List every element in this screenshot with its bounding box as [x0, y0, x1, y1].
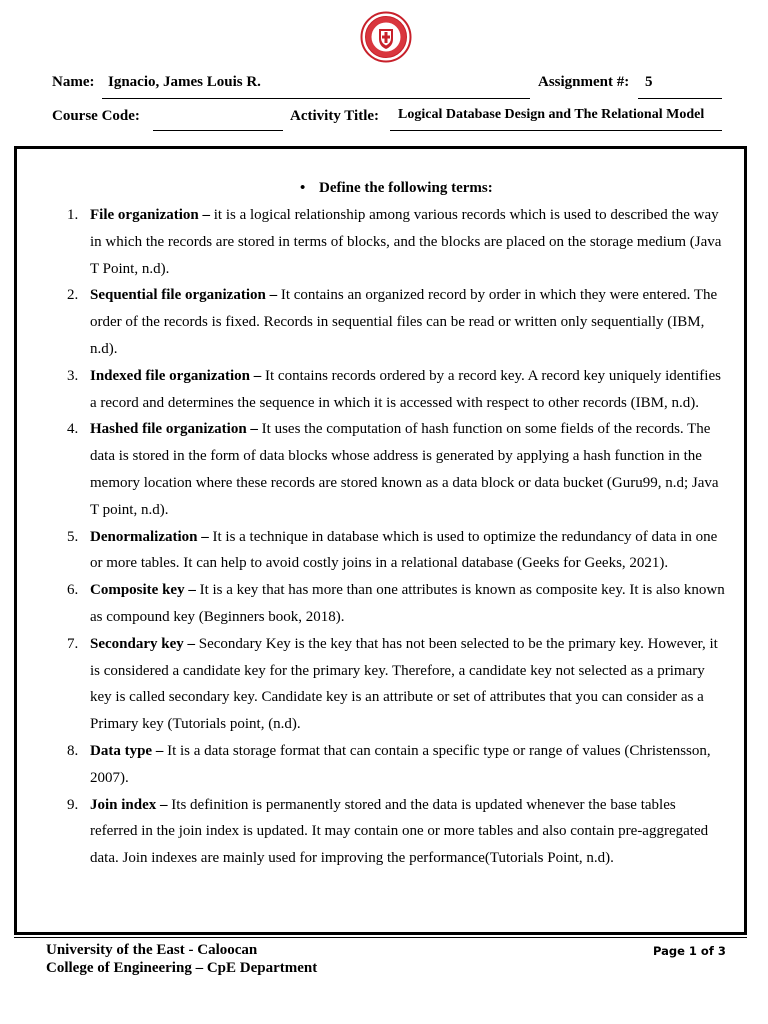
term-definition: It contains an organized record by order in which they were entered. The order of the records is fixed. Records in sequential files can be read or written only sequentially (IBM, n.d). [90, 287, 718, 357]
footer-university: University of the East - Caloocan [46, 942, 258, 958]
course-code-underline [153, 130, 283, 131]
term-name: Indexed file organization – [90, 367, 262, 384]
term-name: Data type – [90, 742, 164, 759]
name-underline [102, 98, 530, 99]
term-name: Hashed file organization – [90, 421, 258, 438]
footer-divider [14, 937, 747, 938]
item-number: 9. [67, 796, 79, 813]
item-number: 3. [67, 367, 79, 384]
list-item [62, 416, 726, 523]
term-definition: It is a data storage format that can contain a specific type or range of values (Christensson, 2007). [90, 742, 711, 786]
item-number: 5. [67, 528, 79, 545]
list-item [62, 792, 726, 872]
term-definition: It contains records ordered by a record key. A record key uniquely identifies a record and determines the sequence in which it is accessed with respect to other records (IBM, n.d). [90, 367, 721, 411]
terms-list [62, 202, 726, 872]
page-number: Page 1 of 3 [653, 944, 726, 958]
item-number: 8. [67, 742, 79, 759]
list-item [62, 738, 726, 792]
term-definition: Secondary Key is the key that has not been selected to be the primary key. However, it is considered a candidate key for the primary key. Therefore, a candidate key not selected as a primary key is called secondary key. Candidate key is an attribute or set of attributes that you can consider as a Primary key (Tutorials point, (n.d). [90, 635, 718, 733]
list-item [62, 363, 726, 417]
list-item [62, 631, 726, 738]
item-number: 4. [67, 421, 79, 438]
activity-title-value: Logical Database Design and The Relational Model [398, 107, 705, 122]
university-seal-logo [360, 11, 412, 63]
list-item [62, 202, 726, 282]
list-item [62, 524, 726, 578]
term-name: Secondary key – [90, 635, 195, 652]
course-code-label: Course Code: [52, 108, 140, 124]
assignment-underline [638, 98, 722, 99]
item-number: 2. [67, 287, 79, 304]
term-name: Sequential file organization – [90, 287, 278, 304]
assignment-number: 5 [645, 74, 653, 90]
term-definition: It uses the computation of hash function on some fields of the records. The data is stored in the form of data blocks whose address is generated by applying a hash function in the memory location where these records are stored known as a data block or data bucket (Guru99, n.d; Java T point, n.d). [90, 421, 719, 518]
section-title [300, 179, 493, 197]
term-definition: It is a technique in database which is used to optimize the redundancy of data in one or more tables. It can help to avoid costly joins in a relational database (Geeks for Geeks, 2021). [90, 528, 718, 572]
student-name: Ignacio, James Louis R. [108, 74, 261, 90]
term-definition: Its definition is permanently stored and the data is updated whenever the base tables referred in the join index is updated. It may contain one or more tables and also contain pre-aggregated data. Join indexes are mainly used for improving the performance(Tutorials Point, n.d). [90, 796, 709, 867]
footer-department: College of Engineering – CpE Department [46, 960, 318, 976]
list-item [62, 282, 726, 362]
term-definition: It is a key that has more than one attributes is known as composite key. It is also known as compound key (Beginners book, 2018). [90, 582, 725, 625]
term-name: Denormalization – [90, 528, 209, 545]
assignment-label: Assignment #: [538, 74, 630, 90]
term-name: File organization – [90, 207, 210, 223]
list-item [62, 577, 726, 631]
item-number: 6. [67, 582, 79, 599]
name-label: Name: [52, 74, 95, 90]
bullet-icon: • [300, 180, 306, 196]
term-definition: it is a logical relationship among various records which is used to described the way in which the records are stored in terms of blocks, and the blocks are placed on the storage medium (Java T Point, n.d). [90, 207, 722, 277]
item-number: 7. [67, 635, 79, 652]
item-number: 1. [67, 207, 79, 223]
term-name: Join index – [90, 796, 168, 813]
activity-title-underline [390, 130, 722, 131]
section-title-text: Define the following terms: [319, 180, 493, 196]
activity-title-label: Activity Title: [290, 108, 380, 124]
term-name: Composite key – [90, 582, 196, 599]
